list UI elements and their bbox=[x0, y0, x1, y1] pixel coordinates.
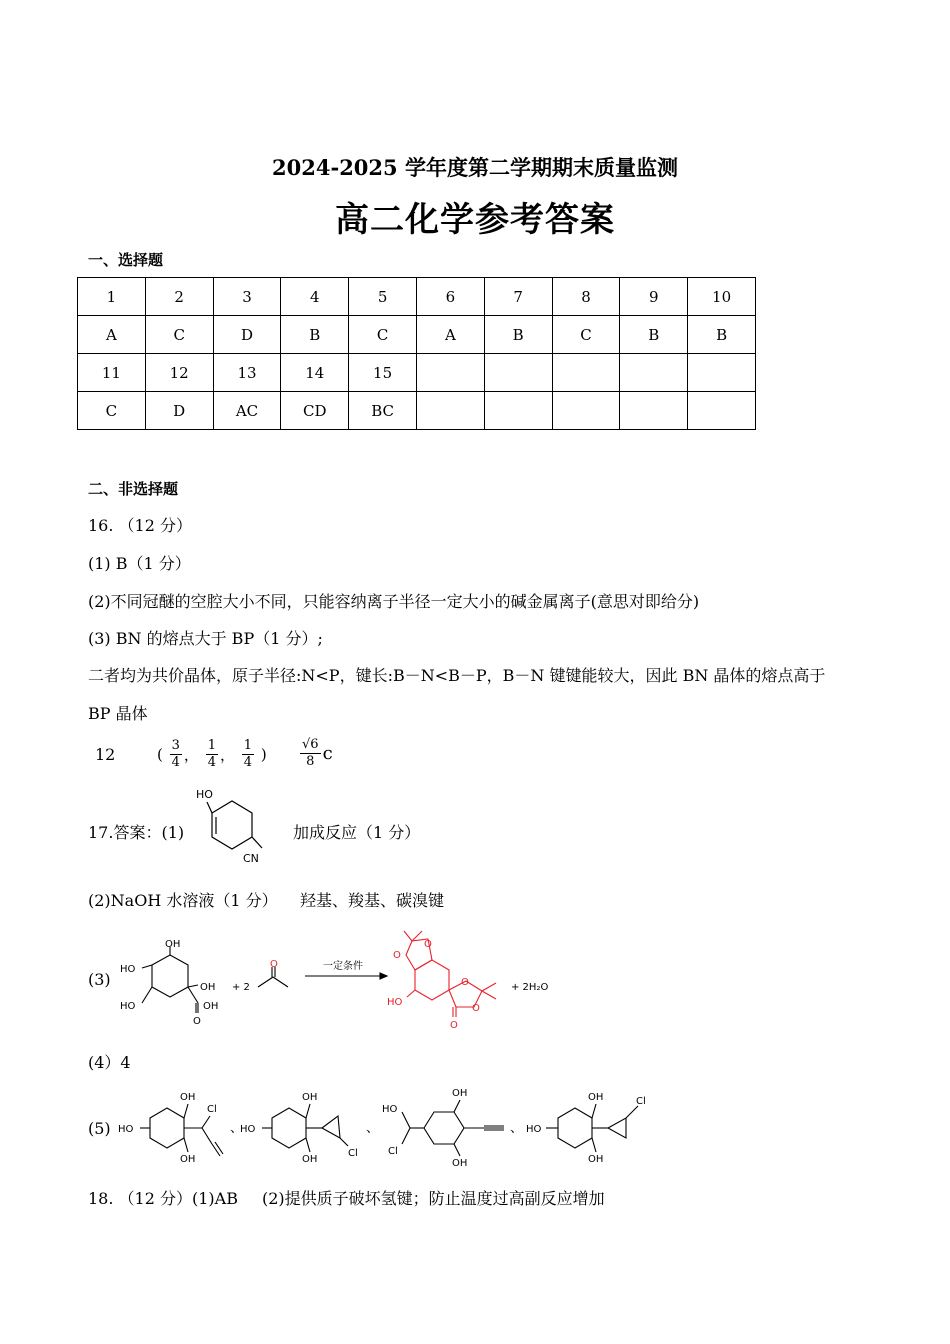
atom-label: O bbox=[193, 1016, 201, 1027]
table-cell: B bbox=[281, 316, 349, 354]
q16-heading: 16. （12 分） bbox=[88, 516, 192, 535]
isomer-4 bbox=[546, 1104, 638, 1152]
atom-label: OH bbox=[180, 1092, 196, 1103]
table-cell: 13 bbox=[213, 354, 281, 392]
table-cell: D bbox=[145, 392, 213, 430]
table-cell: 10 bbox=[688, 278, 756, 316]
atom-label: OH bbox=[203, 1001, 219, 1012]
q16-coordination-number: 12 bbox=[95, 745, 116, 764]
atom-label: OH bbox=[452, 1088, 468, 1099]
table-cell: C bbox=[145, 316, 213, 354]
q16-answer-1: (1) B（1 分） bbox=[88, 554, 191, 573]
atom-label: HO bbox=[387, 997, 403, 1008]
table-cell bbox=[688, 354, 756, 392]
separator: 、 bbox=[230, 1121, 244, 1136]
atom-label: CN bbox=[243, 852, 259, 865]
reactant-acetone bbox=[258, 967, 288, 987]
atom-label: O bbox=[450, 1020, 458, 1031]
table-cell: 6 bbox=[416, 278, 484, 316]
product-structure bbox=[404, 931, 496, 1017]
coefficient: + 2 bbox=[232, 982, 250, 993]
comma: ， bbox=[220, 746, 236, 764]
q17-reaction-type: 加成反应（1 分） bbox=[293, 823, 421, 842]
table-cell: C bbox=[552, 316, 620, 354]
fraction-den: 8 bbox=[306, 754, 315, 769]
atom-label: O bbox=[393, 950, 401, 961]
fraction-num: √6 bbox=[302, 737, 319, 752]
q16-answer-3: (3) BN 的熔点大于 BP（1 分）; bbox=[88, 629, 323, 648]
q18-answer-1: 18. （12 分）(1)AB bbox=[88, 1189, 238, 1208]
table-cell: 15 bbox=[349, 354, 417, 392]
reaction-arrow-icon bbox=[305, 973, 387, 979]
table-cell bbox=[416, 392, 484, 430]
q17-answer-2a: (2)NaOH 水溶液（1 分） bbox=[88, 891, 278, 910]
isomer-3 bbox=[402, 1100, 504, 1156]
table-cell: 11 bbox=[78, 354, 146, 392]
table-cell: 3 bbox=[213, 278, 281, 316]
atom-label: HO bbox=[120, 964, 136, 975]
table-cell bbox=[416, 354, 484, 392]
table-row bbox=[78, 316, 756, 354]
section-heading-choice: 一、选择题 bbox=[88, 251, 164, 269]
table-cell: CD bbox=[281, 392, 349, 430]
paren-close: ) bbox=[260, 745, 267, 764]
atom-label: HO bbox=[118, 1124, 134, 1135]
q17-answer-3-label: (3) bbox=[88, 970, 111, 989]
atom-label: Cl bbox=[348, 1148, 358, 1159]
table-cell bbox=[620, 354, 688, 392]
table-cell bbox=[552, 354, 620, 392]
table-row bbox=[78, 278, 756, 316]
comma: ， bbox=[183, 746, 199, 764]
q16-explanation: 二者均为共价晶体，原子半径:N<P，键长:B－N<B－P，B－N 键键能较大，因此 BN 晶体的熔点高于 bbox=[88, 666, 826, 685]
fraction bbox=[206, 738, 218, 771]
table-cell: 8 bbox=[552, 278, 620, 316]
q18-answer-2: (2)提供质子破坏氢键；防止温度过高副反应增加 bbox=[262, 1189, 605, 1208]
q17-isomer-structures bbox=[112, 1082, 672, 1168]
table-cell: 12 bbox=[145, 354, 213, 392]
table-cell: A bbox=[416, 316, 484, 354]
fraction bbox=[300, 737, 321, 770]
atom-label: OH bbox=[302, 1092, 318, 1103]
table-cell: B bbox=[688, 316, 756, 354]
atom-label: HO bbox=[196, 788, 213, 801]
q16-coordinates bbox=[157, 738, 267, 771]
atom-label: OH bbox=[452, 1158, 468, 1168]
paren-open: ( bbox=[157, 745, 163, 764]
isomer-2 bbox=[262, 1104, 348, 1152]
table-cell: BC bbox=[349, 392, 417, 430]
q17-reaction-scheme bbox=[110, 925, 580, 1037]
q17-label: 17.答案：(1) bbox=[88, 823, 185, 842]
table-row bbox=[78, 354, 756, 392]
section-heading-nonchoice: 二、非选择题 bbox=[88, 480, 179, 498]
atom-label: O bbox=[461, 977, 469, 988]
answer-table bbox=[77, 277, 756, 430]
atom-label: OH bbox=[200, 982, 216, 993]
reaction-condition: 一定条件 bbox=[323, 961, 363, 972]
fraction-den: 4 bbox=[171, 755, 180, 770]
atom-label: Cl bbox=[207, 1104, 217, 1115]
table-cell: C bbox=[349, 316, 417, 354]
fraction-num: 1 bbox=[243, 738, 253, 753]
table-cell: 4 bbox=[281, 278, 349, 316]
table-cell bbox=[620, 392, 688, 430]
q17-answer-5-label: (5) bbox=[88, 1119, 111, 1138]
q16-distance-expression bbox=[298, 737, 333, 770]
table-cell bbox=[484, 392, 552, 430]
variable-c: c bbox=[322, 743, 333, 764]
table-cell: 1 bbox=[78, 278, 146, 316]
atom-label: Cl bbox=[388, 1146, 398, 1157]
table-cell: 14 bbox=[281, 354, 349, 392]
atom-label: OH bbox=[165, 939, 181, 950]
atom-label: HO bbox=[240, 1124, 256, 1135]
q17-answer-2b: 羟基、羧基、碳溴键 bbox=[300, 891, 445, 910]
table-cell: B bbox=[484, 316, 552, 354]
reactant-quinic-acid bbox=[142, 947, 198, 1013]
table-cell: A bbox=[78, 316, 146, 354]
atom-label: OH bbox=[180, 1154, 196, 1165]
exam-subtitle: 2024-2025 学年度第二学期期末质量监测 bbox=[272, 155, 678, 180]
atom-label: HO bbox=[120, 1001, 136, 1012]
fraction-den: 4 bbox=[243, 755, 253, 770]
q16-explanation-cont: BP 晶体 bbox=[88, 704, 148, 723]
atom-label: OH bbox=[302, 1154, 318, 1165]
table-row bbox=[78, 392, 756, 430]
atom-label: O bbox=[270, 959, 278, 970]
atom-label: HO bbox=[526, 1124, 542, 1135]
table-cell bbox=[484, 354, 552, 392]
atom-label: O bbox=[472, 1003, 480, 1014]
q16-answer-2: (2)不同冠醚的空腔大小不同，只能容纳离子半径一定大小的碱金属离子(意思对即给分) bbox=[88, 592, 700, 611]
fraction-num: 3 bbox=[171, 738, 180, 753]
separator: 、 bbox=[366, 1121, 380, 1136]
fraction-den: 4 bbox=[207, 755, 216, 770]
table-cell bbox=[688, 392, 756, 430]
fraction bbox=[170, 738, 182, 771]
table-cell: AC bbox=[213, 392, 281, 430]
q17-answer-4: (4）4 bbox=[88, 1053, 131, 1072]
atom-label: Cl bbox=[636, 1096, 646, 1107]
page-title: 高二化学参考答案 bbox=[335, 200, 615, 240]
table-cell: B bbox=[620, 316, 688, 354]
fraction bbox=[242, 738, 254, 771]
atom-label: O bbox=[424, 939, 432, 950]
table-cell: 2 bbox=[145, 278, 213, 316]
table-cell: 5 bbox=[349, 278, 417, 316]
atom-label: HO bbox=[382, 1104, 398, 1115]
table-cell: D bbox=[213, 316, 281, 354]
table-cell: 9 bbox=[620, 278, 688, 316]
table-cell bbox=[552, 392, 620, 430]
atom-label: OH bbox=[588, 1092, 604, 1103]
q17-structure-1 bbox=[180, 782, 290, 868]
water-product: + 2H₂O bbox=[511, 982, 549, 993]
table-cell: 7 bbox=[484, 278, 552, 316]
table-cell: C bbox=[78, 392, 146, 430]
separator: 、 bbox=[510, 1121, 524, 1136]
atom-label: OH bbox=[588, 1154, 604, 1165]
fraction-num: 1 bbox=[207, 738, 216, 753]
